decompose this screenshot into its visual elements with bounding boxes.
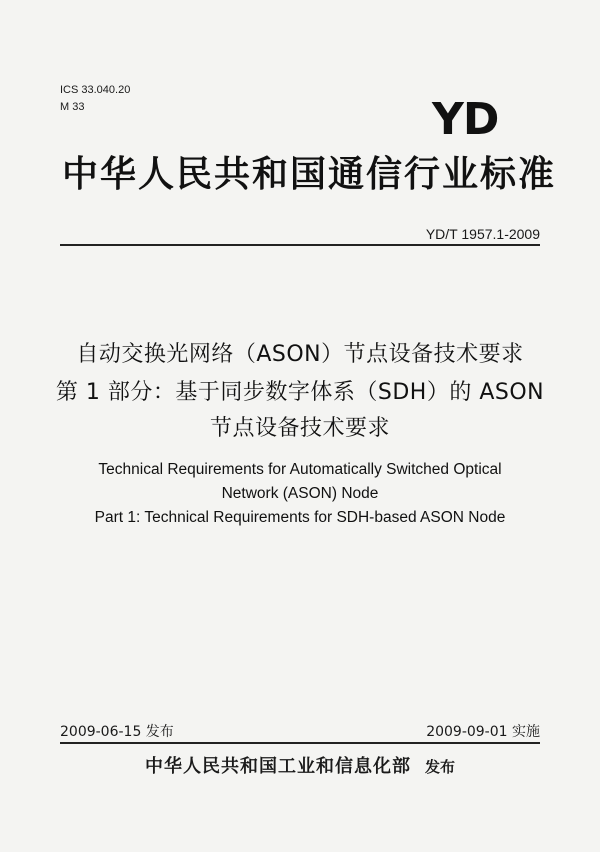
publisher-line	[0, 752, 600, 778]
chinese-title-line-2: 第 1 部分：基于同步数字体系（SDH）的 ASON	[55, 380, 545, 405]
publisher-name: 中华人民共和国工业和信息化部	[144, 756, 411, 777]
english-title-line-3: Part 1: Technical Requirements for SDH-based ASON Node	[94, 509, 506, 526]
chinese-title-line-3: 节点设备技术要求	[209, 416, 390, 441]
issue-date: 2009-06-15 发布	[60, 724, 174, 740]
standard-number: YD/T 1957.1-2009	[425, 226, 540, 242]
publisher-action: 发布	[424, 758, 455, 776]
yd-logo: YD	[432, 94, 499, 145]
top-divider	[60, 244, 540, 246]
standard-title: 中华人民共和国通信行业标准	[62, 154, 557, 195]
ics-code: ICS 33.040.20	[60, 84, 131, 96]
category-code: M 33	[60, 101, 85, 113]
bottom-divider	[60, 742, 540, 744]
implementation-date: 2009-09-01 实施	[426, 724, 540, 740]
chinese-title-line-1: 自动交换光网络（ASON）节点设备技术要求	[76, 342, 524, 367]
english-title-line-1: Technical Requirements for Automatically Switched Optical	[98, 461, 502, 478]
english-title-line-2: Network (ASON) Node	[221, 485, 379, 502]
